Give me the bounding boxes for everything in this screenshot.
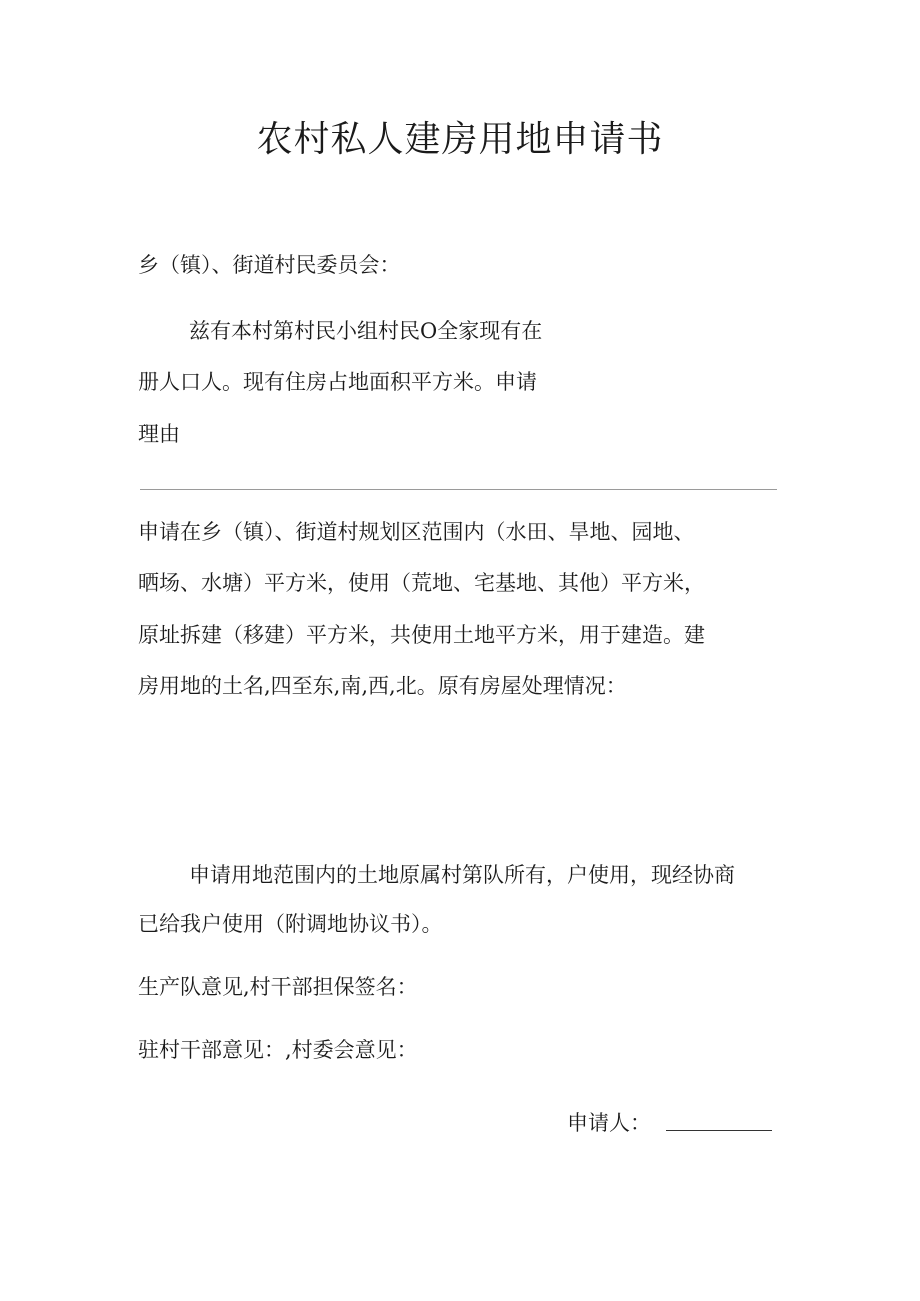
paragraph3-line2: 已给我户使用（附调地协议书）。 bbox=[138, 912, 443, 936]
resident-cadre-opinion: 驻村干部意见：,村委会意见： bbox=[138, 1038, 418, 1062]
applicant-label: 申请人： bbox=[567, 1111, 651, 1135]
paragraph1-line2: 册人口人。现有住房占地面积平方米。申请 bbox=[138, 370, 537, 394]
paragraph3-line1: 申请用地范围内的土地原属村第队所有，户使用，现经协商 bbox=[189, 863, 735, 887]
paragraph1-line3: 理由 bbox=[138, 422, 180, 446]
paragraph2-line2: 晒场、水塘）平方米，使用（荒地、宅基地、其他）平方米， bbox=[138, 571, 705, 595]
paragraph2-line3: 原址拆建（移建）平方米，共使用土地平方米，用于建造。建 bbox=[138, 623, 705, 647]
paragraph2-line1: 申请在乡（镇）、街道村规划区范围内（水田、旱地、园地、 bbox=[138, 520, 695, 544]
applicant-signature-line bbox=[666, 1130, 772, 1131]
salutation: 乡（镇）、街道村民委员会： bbox=[138, 253, 401, 277]
paragraph2-line4: 房用地的土名,四至东,南,西,北。原有房屋处理情况： bbox=[138, 674, 627, 698]
paragraph1-line1: 兹有本村第村民小组村民O全家现有在 bbox=[189, 319, 543, 343]
document-title: 农村私人建房用地申请书 bbox=[256, 119, 664, 160]
reason-fill-line bbox=[140, 489, 777, 490]
production-team-opinion: 生产队意见,村干部担保签名： bbox=[138, 975, 418, 999]
